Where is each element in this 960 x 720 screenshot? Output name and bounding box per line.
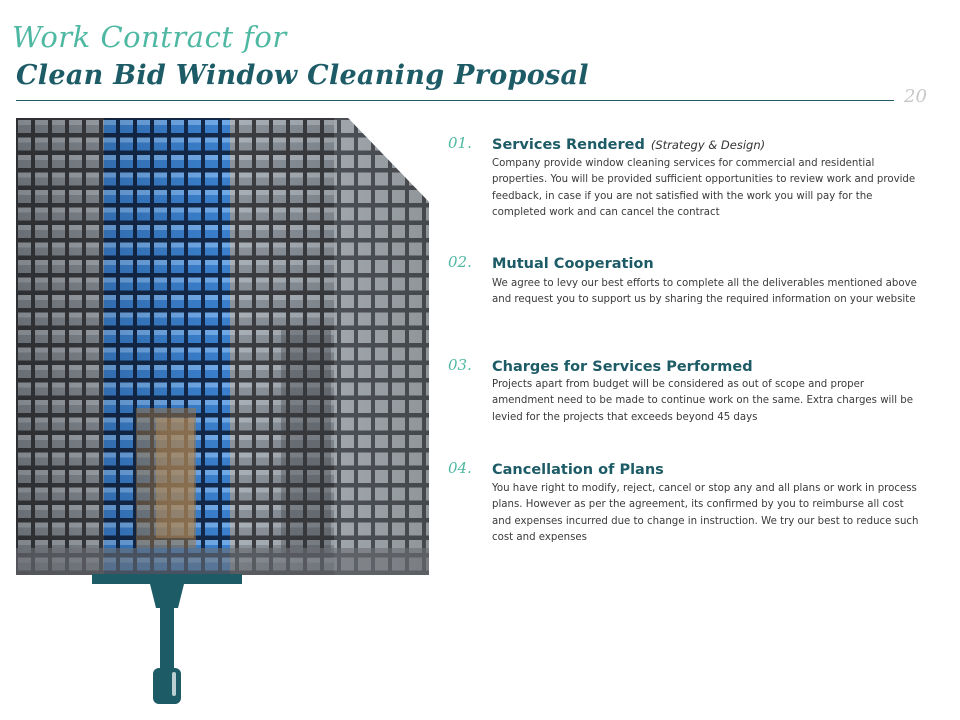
section-heading: Charges for Services Performed <box>492 359 753 375</box>
section-body: You have right to modify, reject, cancel or stop any and all plans or work in process plans. However as per the agreement, its confirmed by you to reimburse all cost and expenses incurred due to change in instruction. We try our best to reduce such cost and expenses <box>492 483 919 543</box>
section-body: Company provide window cleaning services for commercial and residential properties. You will be provided sufficient opportunities to review work and provide feedback, in case if you are not satisfied with the work you will pay for the completed work and can cancel the contract <box>492 158 916 218</box>
section-number: 02. <box>448 253 472 271</box>
section-heading: Services Rendered <box>492 137 645 153</box>
glass-office-building-icon <box>16 118 429 575</box>
section-number: 04. <box>448 459 472 477</box>
page-number: 20 <box>904 86 927 107</box>
section-subheading: (Strategy & Design) <box>650 138 766 152</box>
section-body: We agree to levy our best efforts to complete all the deliverables mentioned above and request you to support us by sharing the required information on your website <box>492 278 917 306</box>
slide-title-line1: Work Contract for <box>12 20 287 54</box>
section-heading: Mutual Cooperation <box>492 256 654 272</box>
squeegee-icon <box>92 572 242 706</box>
slide-title-line2: Clean Bid Window Cleaning Proposal <box>16 60 589 91</box>
section-number: 01. <box>448 134 472 152</box>
section-body: Projects apart from budget will be considered as out of scope and proper amendment need to be made to continue work on the same. Extra charges will be levied for the projects that exceeds beyond 45 days <box>492 379 914 423</box>
section-heading: Cancellation of Plans <box>492 462 664 478</box>
section-number: 03. <box>448 356 472 374</box>
title-divider <box>16 100 894 101</box>
